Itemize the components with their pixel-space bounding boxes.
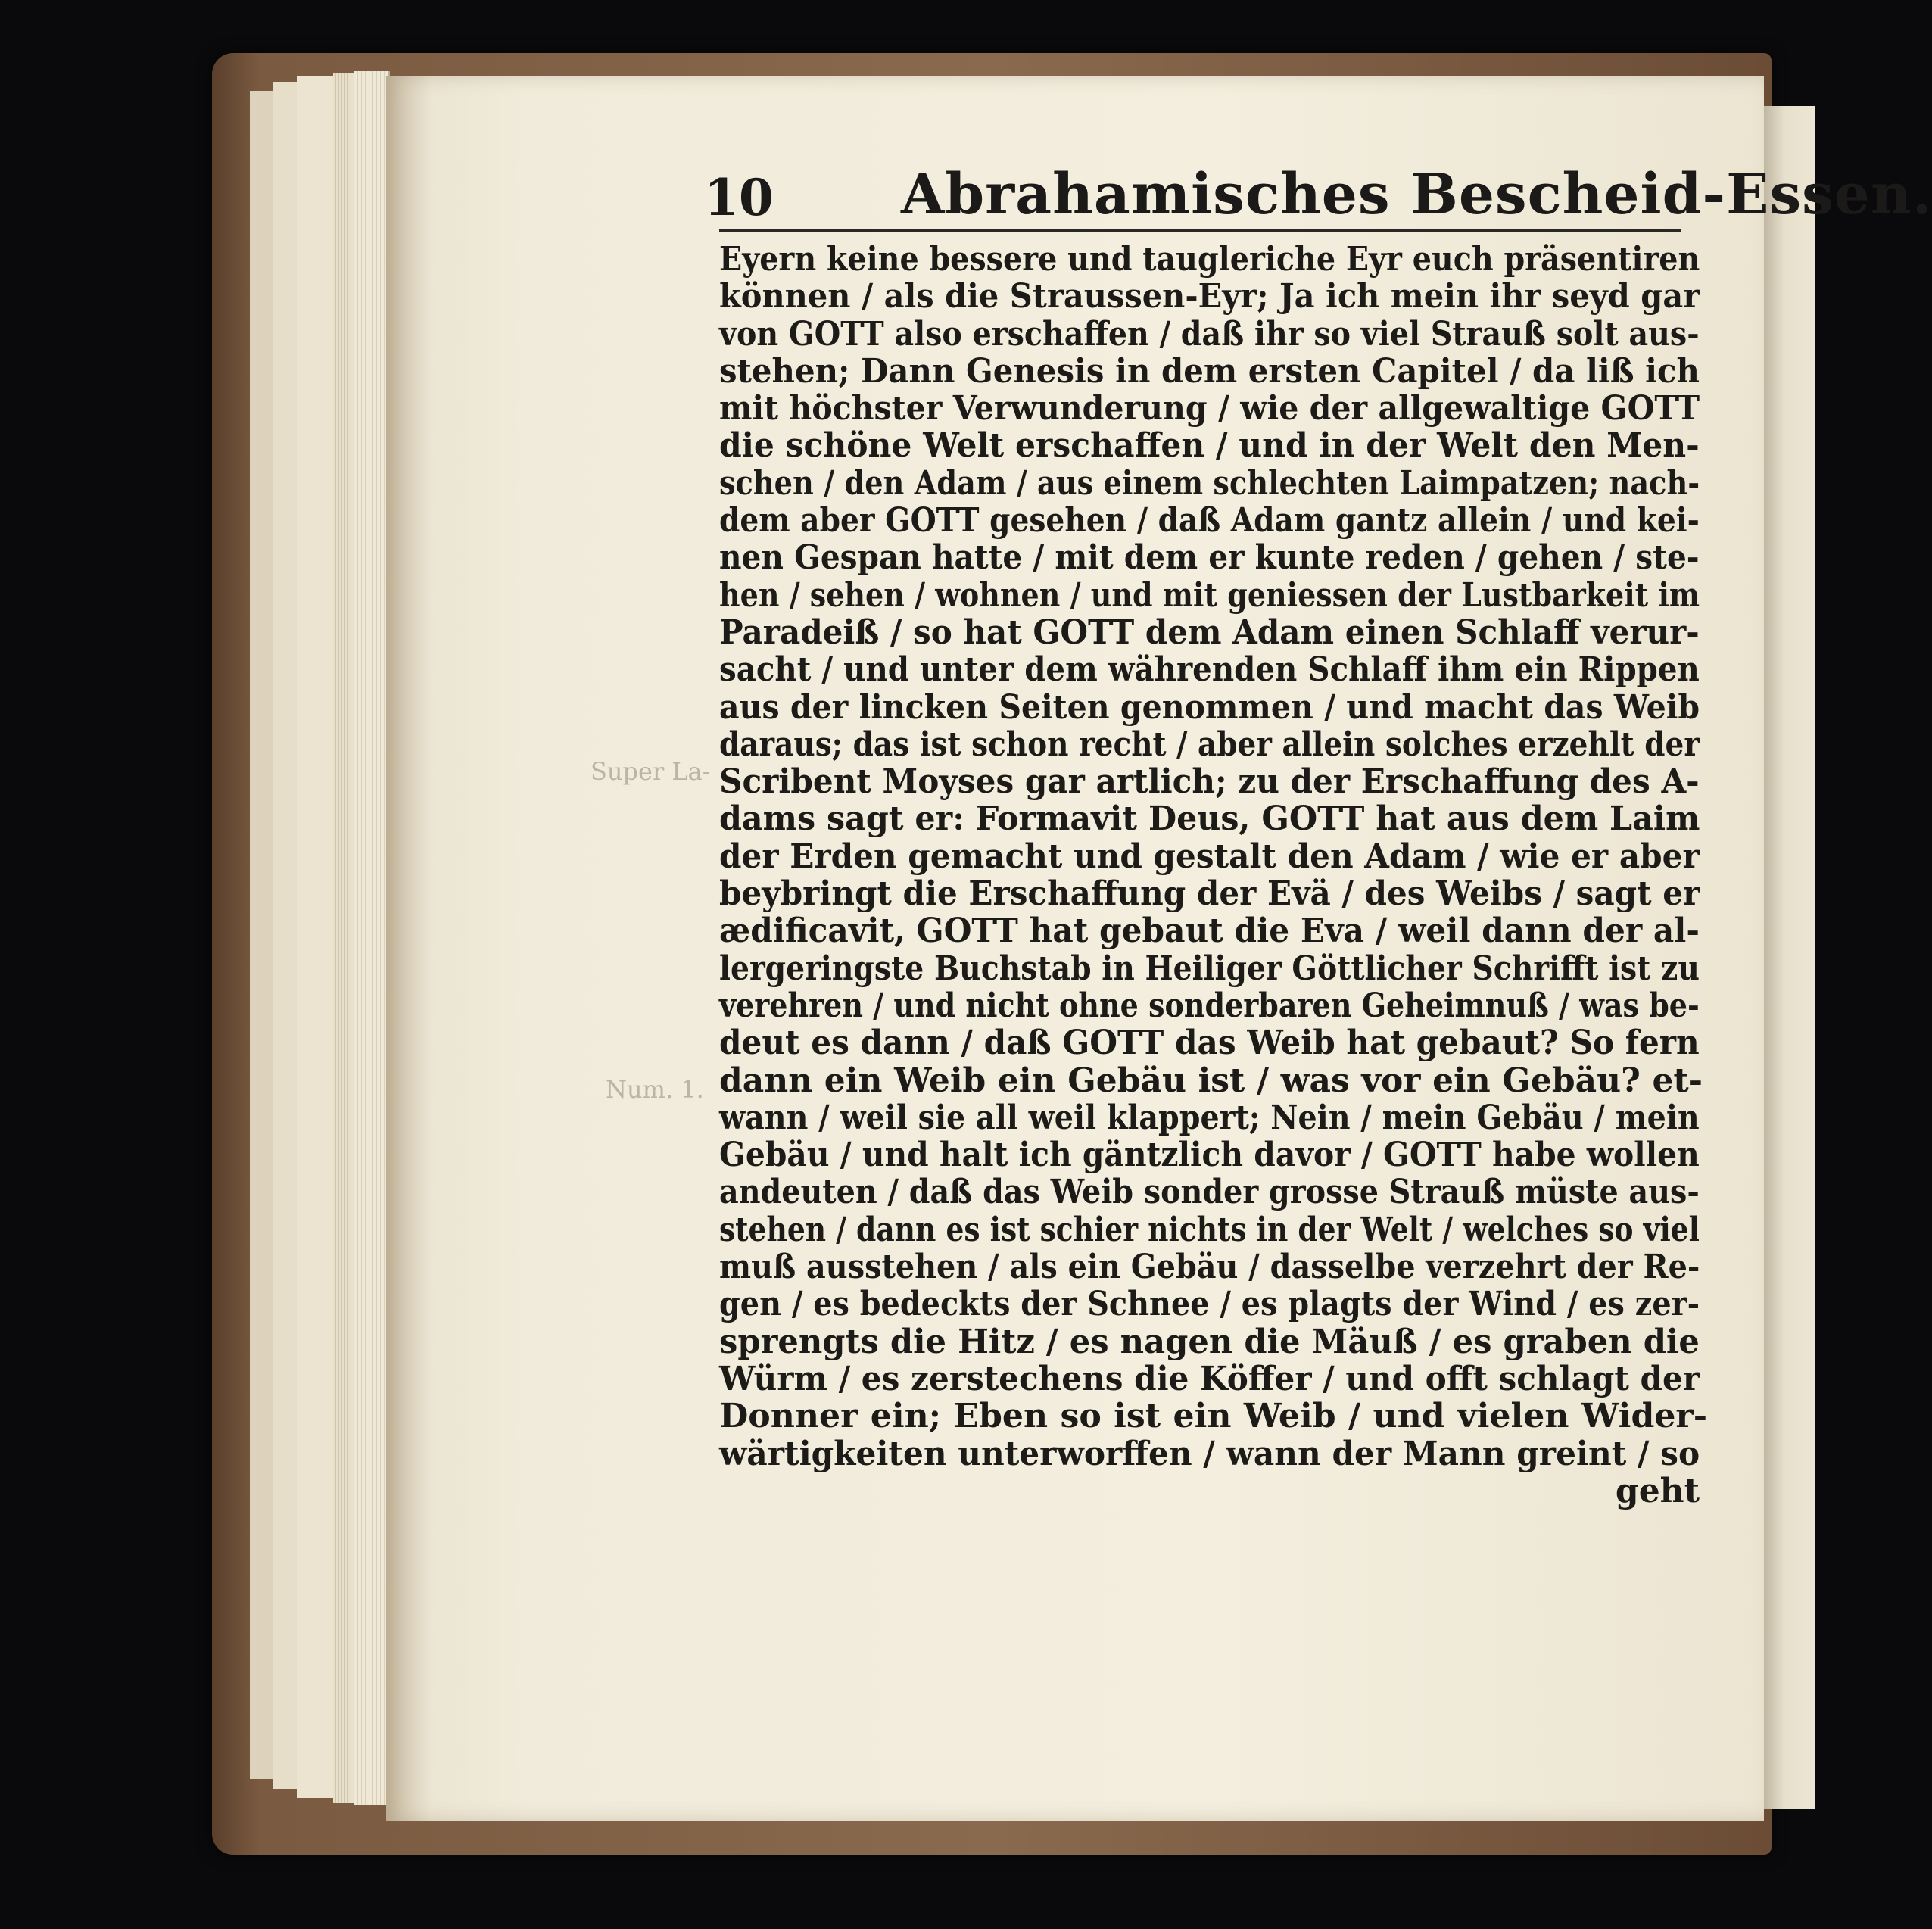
text-line: mit höchster Verwunderung / wie der allgewaltige GOTT [719, 389, 1700, 428]
text-line: Eyern keine bessere und taugleriche Eyr euch präsentiren [719, 240, 1700, 279]
page-number: 10 [704, 168, 774, 227]
page-header [704, 151, 1932, 235]
text-line: Scribent Moyses gar artlich; zu der Erschaffung des A- [719, 762, 1700, 802]
page-edge-stack [354, 71, 390, 1805]
text-line: Paradeiß / so hat GOTT dem Adam einen Schlaff verur- [719, 612, 1700, 652]
text-line: dann ein Weib ein Gebäu ist / was vor ein Gebäu? et- [719, 1061, 1703, 1100]
margin-note-bleed: Num. 1. [606, 1075, 704, 1104]
running-title: Abrahamisches Bescheid-Essen. [901, 162, 1932, 227]
margin-note-bleed: Super La- [591, 757, 711, 786]
text-line: die schöne Welt erschaffen / und in der Welt den Men- [719, 426, 1700, 466]
text-line: sprengts die Hitz / es nagen die Mäuß / es graben die [719, 1322, 1700, 1361]
text-line: wann / weil sie all weil klappert; Nein / mein Gebäu / mein [719, 1098, 1700, 1137]
gutter-shadow [386, 76, 432, 1821]
text-line: von GOTT also erschaffen / daß ihr so viel Strauß solt aus- [719, 314, 1700, 354]
text-line: der Erden gemacht und gestalt den Adam / wie er aber [719, 837, 1700, 876]
text-line: muß ausstehen / als ein Gebäu / dasselbe verzehrt der Re- [719, 1248, 1700, 1287]
text-line: stehen / dann es ist schier nichts in der Welt / welches so viel [719, 1210, 1700, 1249]
text-line: wärtigkeiten unterworffen / wann der Mann greint / so [719, 1434, 1700, 1473]
text-line: können / als die Straussen-Eyr; Ja ich mein ihr seyd gar [719, 277, 1700, 316]
body-text [719, 240, 1708, 1510]
text-line: stehen; Dann Genesis in dem ersten Capitel / da liß ich [719, 351, 1700, 391]
text-line: gen / es bedeckts der Schnee / es plagts der Wind / es zer- [719, 1285, 1700, 1324]
text-line: ædificavit, GOTT hat gebaut die Eva / weil dann der al- [719, 912, 1700, 951]
text-line: Donner ein; Eben so ist ein Weib / und vielen Wider- [719, 1397, 1708, 1436]
text-line: andeuten / daß das Weib sonder grosse Strauß müste aus- [719, 1173, 1700, 1212]
text-line: deut es dann / daß GOTT das Weib hat gebaut? So fern [719, 1024, 1700, 1063]
text-line: beybringt die Erschaffung der Evä / des Weibs / sagt er [719, 874, 1700, 914]
text-line: dams sagt er: Formavit Deus, GOTT hat aus dem Laim [719, 799, 1700, 839]
text-line: sacht / und unter dem währenden Schlaff ihm ein Rippen [719, 650, 1700, 690]
text-line: Würm / es zerstechens die Köffer / und offt schlagt der [719, 1359, 1700, 1398]
text-line: verehren / und nicht ohne sonderbaren Geheimnuß / was be- [719, 986, 1700, 1025]
text-line: Gebäu / und halt ich gäntzlich davor / GOTT habe wollen [719, 1136, 1700, 1175]
header-rule [719, 229, 1681, 232]
text-line: dem aber GOTT gesehen / daß Adam gantz allein / und kei- [719, 501, 1700, 541]
facing-page-edge [1764, 106, 1815, 1809]
text-line: schen / den Adam / aus einem schlechten Laimpatzen; nach- [719, 463, 1700, 503]
catchword: geht [1615, 1471, 1700, 1510]
text-line: lergeringste Buchstab in Heiliger Göttlicher Schrifft ist zu [719, 949, 1700, 988]
text-line: nen Gespan hatte / mit dem er kunte reden / gehen / ste- [719, 538, 1700, 578]
text-line: daraus; das ist schon recht / aber allein solches erzehlt der [719, 725, 1700, 764]
text-line: hen / sehen / wohnen / und mit geniessen der Lustbarkeit im [719, 575, 1700, 615]
text-line: aus der lincken Seiten genommen / und macht das Weib [719, 687, 1700, 727]
